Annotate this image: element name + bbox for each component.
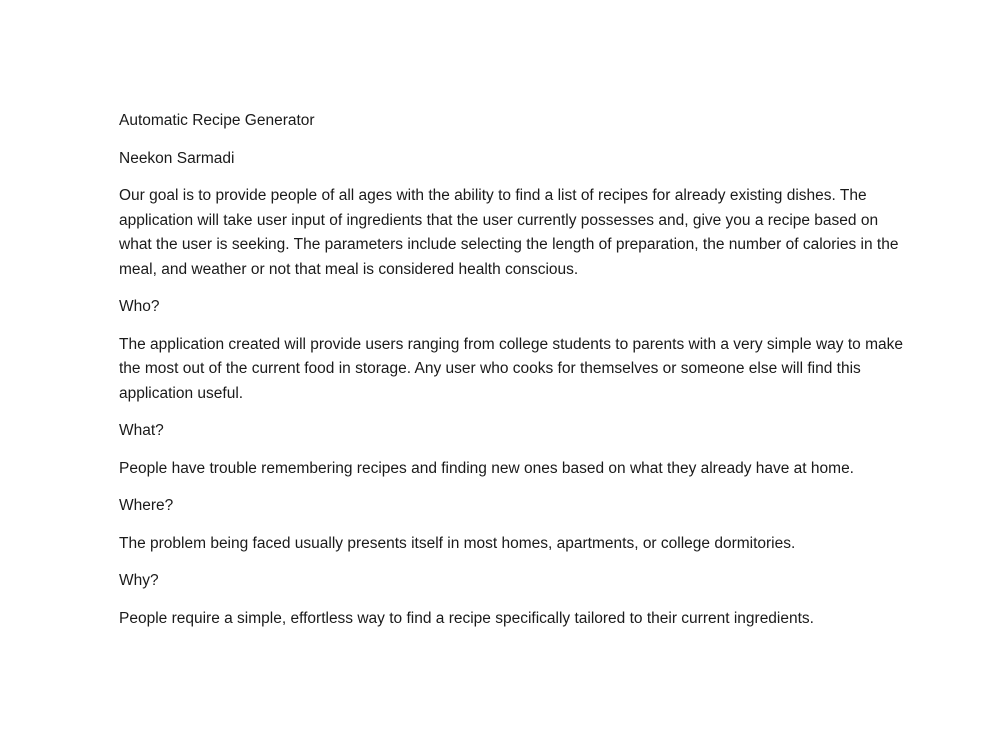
author-name: Neekon Sarmadi — [119, 149, 235, 167]
where-heading: Where? — [119, 497, 174, 514]
what-paragraph: People have trouble remembering recipes and finding new ones based on what they already have at home. — [119, 459, 854, 477]
who-heading: Who? — [119, 298, 160, 315]
who-paragraph: The application created will provide users ranging from college students to parents with a very simple way to make the most out of the current food in storage. Any user who cooks for themselves or someone else will find this application useful. — [119, 335, 903, 402]
what-heading: What? — [119, 422, 164, 439]
where-paragraph: The problem being faced usually presents itself in most homes, apartments, or college dormitories. — [119, 534, 796, 552]
why-heading: Why? — [119, 572, 159, 589]
document-title: Automatic Recipe Generator — [119, 112, 315, 129]
intro-paragraph: Our goal is to provide people of all ages with the ability to find a list of recipes for already existing dishes. The application will take user input of ingredients that the user currently possesses and, give you a recipe based on what the user is seeking. The parameters include selecting the length of preparation, the number of calories in the meal, and weather or not that meal is considered health conscious. — [119, 187, 899, 278]
why-paragraph: People require a simple, effortless way to find a recipe specifically tailored to their current ingredients. — [119, 609, 814, 627]
document-page — [119, 109, 909, 644]
